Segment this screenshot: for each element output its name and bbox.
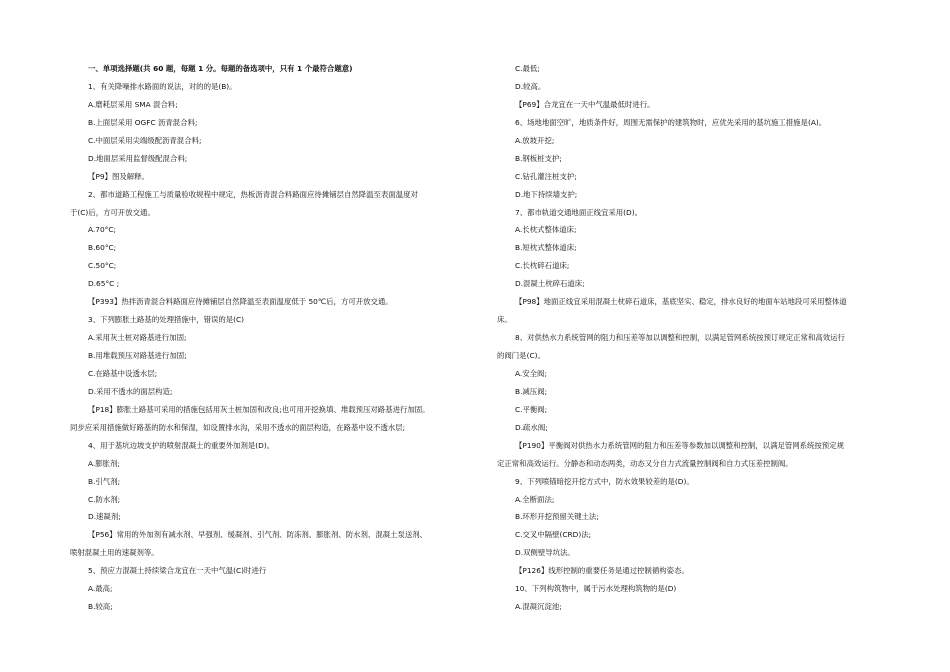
left-column-line: B.较高; xyxy=(88,602,113,612)
right-column-line: A.安全阀; xyxy=(515,368,547,378)
left-column-line: 【P18】膨胀土路基可采用的措施包括用灰土桩加固和改良;也可用开挖换填、堆载预压对路基进行加固。 xyxy=(88,404,430,414)
left-column-line: A.70°C; xyxy=(88,225,117,235)
left-column-line: 1、有关降噪排水路面的说法，对的的是(B)。 xyxy=(88,81,237,91)
left-column-line: A.磨耗层采用 SMA 混合料; xyxy=(88,99,178,109)
left-column-line: D.采用不透水的面层构造; xyxy=(88,386,173,396)
right-column-line: A.混凝沉淀池; xyxy=(515,602,562,612)
left-column-line: 5、预应力混凝土持续梁合龙宜在一天中气温(C)时进行 xyxy=(88,566,267,576)
left-column-line: 3、下列膨胀土路基的处理措施中，错误的是(C) xyxy=(88,315,245,325)
right-column-line: B.减压阀; xyxy=(515,386,548,396)
right-column-line: B.短枕式整体道床; xyxy=(515,243,577,253)
right-column-line: C.钻孔灌注桩支护; xyxy=(515,171,577,181)
right-column-line: 【P98】地面正线宜采用混凝土枕碎石道床，基底坚实、稳定，排水良好的地面车站地段可采用整体道 xyxy=(515,297,847,307)
left-text-column xyxy=(70,60,475,616)
right-column-line: D.混凝土枕碎石道床; xyxy=(515,279,585,289)
left-column-line: 【P393】热拌沥青混合料路面应待摊铺层自然降温至表面温度低于 50℃后，方可开放交通。 xyxy=(88,297,393,307)
left-column-line: C.中面层采用尖端级配沥青混合料; xyxy=(88,135,202,145)
left-column-line: 2、都市道路工程施工与质量验收规程中规定，热板沥青混合料路面应待摊铺层自然降温至表面温度对 xyxy=(88,189,418,199)
right-column-line: B.钢板桩支护; xyxy=(515,153,562,163)
right-column-line: 9、下列喷锚暗挖开挖方式中，防水效果较差的是(D)。 xyxy=(515,476,694,486)
right-column-line: C.长枕碎石道床; xyxy=(515,261,570,271)
left-column-line: 于(C)后，方可开放交通。 xyxy=(70,207,155,217)
right-column-line: 【P190】平衡阀对供热水力系统管网的阻力和压差等参数加以调整和控制，以满足管网系统按预定规 xyxy=(515,440,844,450)
left-column-line: 同步应采用措施做好路基的防水和保湿，如设置排水沟，采用不透水的面层构造，在路基中设不透水层; xyxy=(70,422,406,432)
left-column-line: B.上面层采用 OGFC 沥青混合料; xyxy=(88,117,198,127)
left-column-line: D.65°C ; xyxy=(88,279,120,289)
left-column-line: 4、用于基坑边坡支护的喷射混凝土的重要外加剂是(D)。 xyxy=(88,440,275,450)
right-column-line: A.长枕式整体道床; xyxy=(515,225,577,235)
right-column-line: D.地下持续墙支护; xyxy=(515,189,578,199)
right-column-line: 的阀门是(C)。 xyxy=(497,351,545,360)
left-column-line: 【P56】常用的外加剂有减水剂、早强剂、缓凝剂、引气剂、防冻剂、膨胀剂、防水剂、混凝土泵送剂、 xyxy=(88,530,428,540)
left-column-line: 一、单项选择题(共 60 题，每题 1 分。每题的备选项中，只有 1 个最符合题意) xyxy=(88,64,353,73)
right-column-line: C.最低; xyxy=(515,64,540,73)
left-column-line: A.膨胀剂; xyxy=(88,458,120,468)
left-column-line: 喷射混凝土用的速凝剂等。 xyxy=(70,548,159,558)
right-column-line: B.环形开挖预留关键土法; xyxy=(515,512,599,522)
right-column-line: 7、都市轨道交通地面正线宜采用(D)。 xyxy=(515,207,643,217)
right-column-line: D.疏水阀; xyxy=(515,422,548,432)
left-column-line: 【P9】图及解释。 xyxy=(88,171,149,181)
left-column-line: D.速凝剂; xyxy=(88,512,121,522)
right-column-line: 【P126】线形控制的重要任务是通过控制循构姿态。 xyxy=(515,566,689,576)
right-column-line: C.交叉中隔壁(CRD)法; xyxy=(515,530,592,540)
right-column-line: D.双侧壁导坑法。 xyxy=(515,548,575,558)
left-column-line: D.地面层采用监督级配混合料; xyxy=(88,153,188,163)
left-column-line: C.50°C; xyxy=(88,261,117,271)
left-column-line: C.在路基中设透水层; xyxy=(88,368,158,378)
right-column-line: A.放坡开挖; xyxy=(515,135,555,145)
right-column-line: C.平衡阀; xyxy=(515,404,548,414)
right-column-line: 6、场地地面空旷，地质条件好，周围无需保护的建筑物时，应优先采用的基坑施工措施是(A)。 xyxy=(515,117,827,127)
right-column-line: D.较高。 xyxy=(515,81,546,91)
left-column-line: B.60°C; xyxy=(88,243,117,253)
right-text-column xyxy=(497,60,882,616)
left-column-line: B.引气剂; xyxy=(88,476,121,486)
right-column-line: 【P69】合龙宜在一天中气温最低时进行。 xyxy=(515,99,655,109)
left-column-line: C.防水剂; xyxy=(88,494,121,504)
left-column-line: B.用堆载预压对路基进行加固; xyxy=(88,351,187,360)
right-column-line: 10、下列构筑物中，属于污水处理构筑物的是(D) xyxy=(515,584,677,594)
left-column-line: A.采用灰土桩对路基进行加固; xyxy=(88,333,187,343)
right-column-line: 定正常和高效运行。分静态和动态两类，动态又分自力式流量控制阀和自力式压差控制阀。 xyxy=(497,458,793,468)
right-column-line: 床。 xyxy=(497,315,512,325)
left-column-line: A.最高; xyxy=(88,584,113,594)
right-column-line: A.全断面法; xyxy=(515,494,555,504)
right-column-line: 8、对供热水力系统管网的阻力和压差等加以调整和控制，以满足管网系统按预订规定正常和高效运行 xyxy=(515,333,845,343)
